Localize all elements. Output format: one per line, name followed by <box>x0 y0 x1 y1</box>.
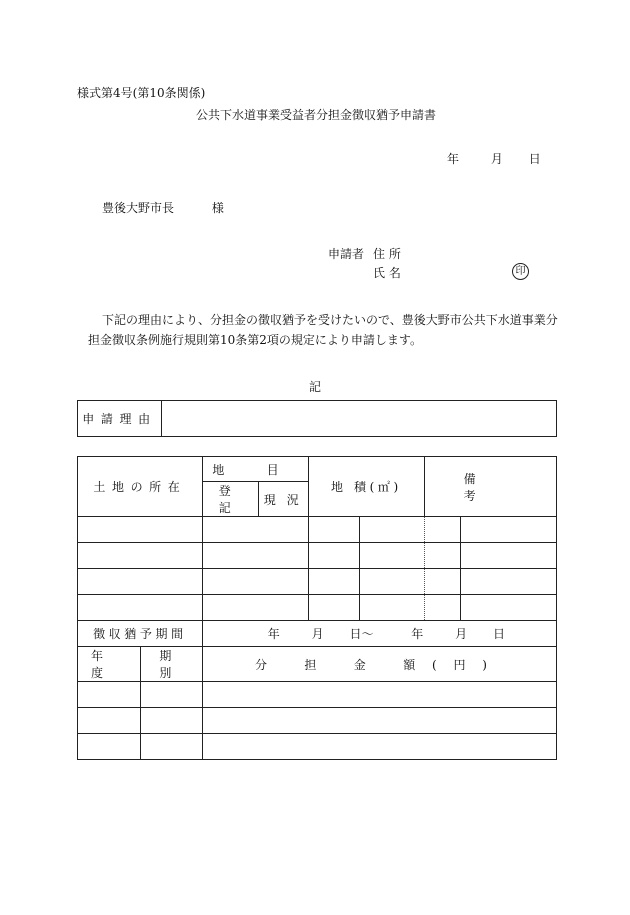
current-header <box>258 482 308 517</box>
location-cell[interactable] <box>78 517 203 543</box>
remarks-cell[interactable] <box>461 595 557 621</box>
current-cell[interactable] <box>308 595 360 621</box>
period-row <box>78 621 557 647</box>
remarks-cell[interactable] <box>461 543 557 569</box>
location-cell[interactable] <box>78 595 203 621</box>
addressee-honorific: 様 <box>211 201 224 215</box>
period-label: 徴収猶予期間 <box>93 627 187 641</box>
application-date <box>447 150 541 167</box>
period-value-cell[interactable] <box>202 621 556 647</box>
registry-cell[interactable] <box>202 543 308 569</box>
reason-label-cell <box>78 401 162 437</box>
registry-cell[interactable] <box>202 569 308 595</box>
date-year: 年 <box>447 152 460 166</box>
registry-header-label: 登 記 <box>218 484 242 515</box>
registry-cell[interactable] <box>202 517 308 543</box>
registry-header <box>202 482 258 517</box>
location-cell[interactable] <box>78 569 203 595</box>
area-header-label: 地 積(㎡) <box>330 480 402 494</box>
addressee-name: 豊後大野市長 <box>102 201 175 215</box>
location-cell[interactable] <box>78 543 203 569</box>
period-end-month: 月 <box>455 627 468 641</box>
amount-cell[interactable] <box>202 734 556 760</box>
term-cell[interactable] <box>140 734 202 760</box>
land-row <box>78 595 557 621</box>
amount-header-label: 分 担 金 額(円) <box>254 657 504 672</box>
remarks-header-label: 備 考 <box>463 471 518 503</box>
area-int-cell[interactable] <box>360 517 425 543</box>
ki-heading: 記 <box>309 380 322 394</box>
reason-table <box>77 400 557 437</box>
period-end-year: 年 <box>411 627 424 641</box>
amount-cell[interactable] <box>202 708 556 734</box>
land-row <box>78 517 557 543</box>
area-int-cell[interactable] <box>360 569 425 595</box>
remarks-cell[interactable] <box>461 569 557 595</box>
term-header-label: 期 別 <box>159 649 184 680</box>
body-line-1: 下記の理由により、分担金の徴収猶予を受けたいので、豊後大野市公共下水道事業分 <box>102 313 558 327</box>
date-day: 日 <box>528 152 541 166</box>
location-header-label: 土地の所在 <box>93 480 187 494</box>
land-payment-table <box>77 456 557 760</box>
area-int-cell[interactable] <box>360 595 425 621</box>
fiscal-year-cell[interactable] <box>78 682 141 708</box>
seal-mark <box>512 263 529 280</box>
registry-cell[interactable] <box>202 595 308 621</box>
fiscal-year-header <box>78 647 141 682</box>
applicant-label: 申請者 <box>328 247 365 261</box>
amount-header <box>202 647 556 682</box>
area-header <box>308 457 425 517</box>
period-start-year: 年 <box>267 627 280 641</box>
payment-row <box>78 682 557 708</box>
period-label-cell <box>78 621 203 647</box>
area-dec-cell[interactable] <box>425 569 461 595</box>
amount-cell[interactable] <box>202 682 556 708</box>
addressee <box>102 199 224 216</box>
fiscal-year-cell[interactable] <box>78 734 141 760</box>
document-title: 公共下水道事業受益者分担金徴収猶予申請書 <box>196 108 437 122</box>
reason-label: 申請理由 <box>82 412 157 426</box>
current-header-label: 現 況 <box>263 492 303 507</box>
date-month: 月 <box>490 152 503 166</box>
period-start-month: 月 <box>311 627 324 641</box>
current-cell[interactable] <box>308 517 360 543</box>
period-end-day: 日 <box>492 627 505 641</box>
remarks-header <box>425 457 557 517</box>
area-dec-cell[interactable] <box>425 595 461 621</box>
applicant-name-label: 氏 名 <box>373 266 401 280</box>
seal-icon: 印 <box>512 263 529 280</box>
payment-row <box>78 708 557 734</box>
category-header-label: 地 目 <box>212 462 298 477</box>
period-start-day: 日〜 <box>349 627 374 641</box>
payment-header-row <box>78 647 557 682</box>
remarks-cell[interactable] <box>461 517 557 543</box>
current-cell[interactable] <box>308 543 360 569</box>
term-cell[interactable] <box>140 682 202 708</box>
reason-input[interactable] <box>162 401 557 437</box>
fiscal-year-cell[interactable] <box>78 708 141 734</box>
applicant-address-label: 住 所 <box>373 247 401 261</box>
area-dec-cell[interactable] <box>425 517 461 543</box>
land-row <box>78 569 557 595</box>
category-header <box>202 457 308 482</box>
current-cell[interactable] <box>308 569 360 595</box>
term-header <box>140 647 202 682</box>
area-int-cell[interactable] <box>360 543 425 569</box>
location-header <box>78 457 203 517</box>
body-line-2: 担金徴収条例施行規則第10条第2項の規定により申請します。 <box>88 333 422 347</box>
payment-row <box>78 734 557 760</box>
term-cell[interactable] <box>140 708 202 734</box>
land-row <box>78 543 557 569</box>
fiscal-year-header-label: 年 度 <box>90 649 127 680</box>
form-number: 様式第4号(第10条関係) <box>77 86 206 100</box>
area-dec-cell[interactable] <box>425 543 461 569</box>
